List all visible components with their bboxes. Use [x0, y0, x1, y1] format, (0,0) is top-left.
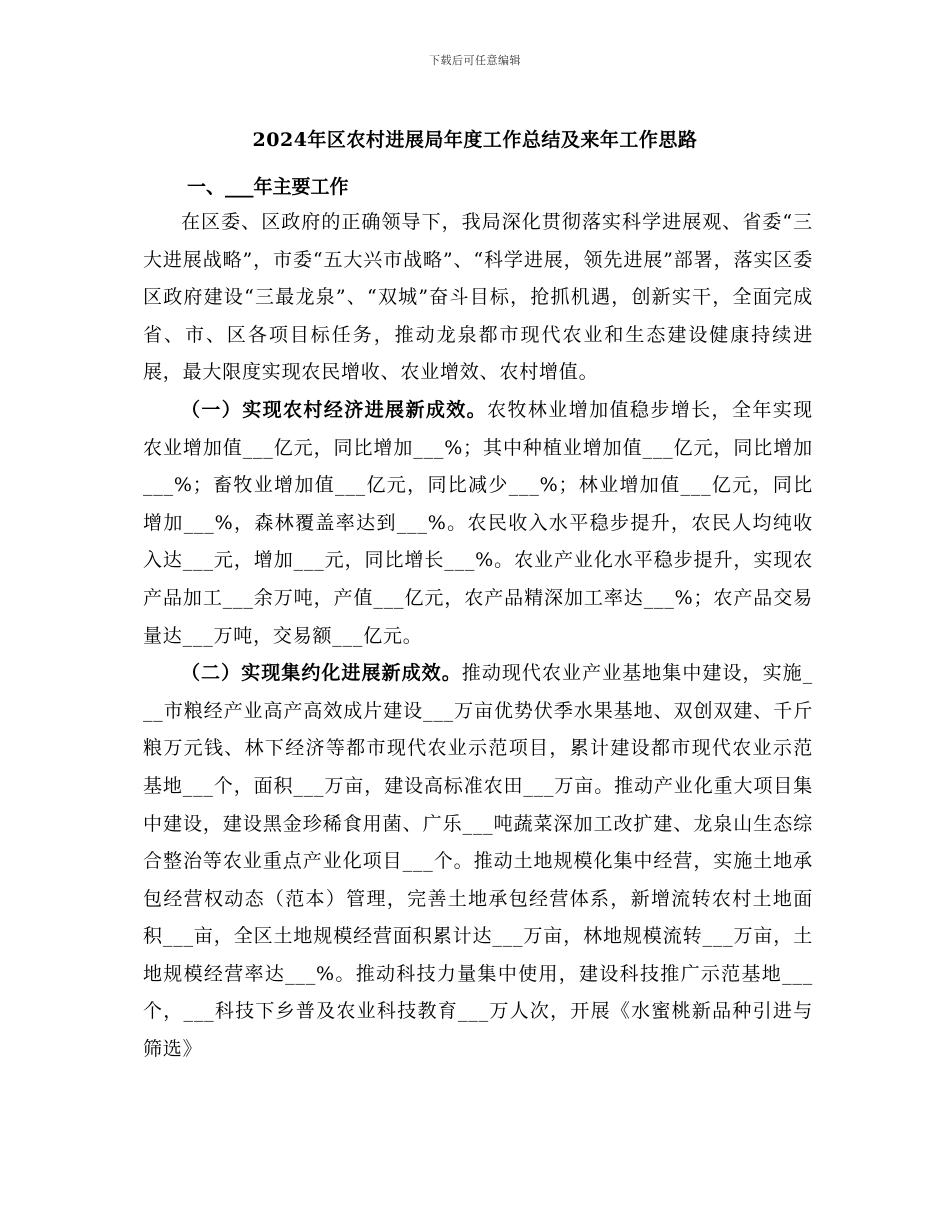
paragraph-rural-economy: [143, 392, 813, 655]
paragraph-lead: （一）实现农村经济进展新成效。: [181, 398, 488, 421]
section-heading: 一、___年主要工作: [187, 176, 349, 198]
document-title: 2024年区农村进展局年度工作总结及来年工作思路: [252, 129, 698, 151]
paragraph-intensification: [143, 655, 813, 1069]
intro-paragraph: 在区委、区政府的正确领导下，我局深化贯彻落实科学进展观、省委“三大进展战略”，市委“五大兴市战略”、“科学进展，领先进展”部署，落实区委区政府建设“三最龙泉”、“双城”奋斗目标，抢抓机遇，创新实干，全面完成省、市、区各项目标任务，推动龙泉都市现代农业和生态建设健康持续进展，最大限度实现农民增收、农业增效、农村增值。: [143, 211, 813, 384]
paragraph-lead: （二）实现集约化进展新成效。: [181, 662, 462, 685]
document-body: [143, 170, 813, 1069]
paragraph-text: 农牧林业增加值稳步增长，全年实现农业增加值___亿元，同比增加___%；其中种植业增加值___亿元，同比增加___%；畜牧业增加值___亿元，同比减少___%；林业增加值___亿元，同比增加___%，森林覆盖率达到___%。农民收入水平稳步提升，农民人均纯收入达___元，增加___元，同比增长___%。农业产业化水平稳步提升，实现农产品加工___余万吨，产值___亿元，农产品精深加工率达___%；农产品交易量达___万吨，交易额___亿元。: [143, 398, 813, 647]
paragraph-text: 推动现代农业产业基地集中建设，实施___市粮经产业高产高效成片建设___万亩优势伏季水果基地、双创双建、千斤粮万元钱、林下经济等都市现代农业示范项目，累计建设都市现代农业示范基地___个，面积___万亩，建设高标准农田___万亩。推动产业化重大项目集中建设，建设黑金珍稀食用菌、广乐___吨蔬菜深加工改扩建、龙泉山生态综合整治等农业重点产业化项目___个。推动土地规模化集中经营，实施土地承包经营权动态（范本）管理，完善土地承包经营体系，新增流转农村土地面积___亩，全区土地规模经营面积累计达___万亩，林地规模流转___万亩，土地规模经营率达___%。推动科技力量集中使用，建设科技推广示范基地___个，___科技下乡普及农业科技教育___万人次，开展《水蜜桃新品种引进与筛选》: [143, 662, 813, 1061]
page-header-note: 下载后可任意编辑: [429, 54, 521, 67]
